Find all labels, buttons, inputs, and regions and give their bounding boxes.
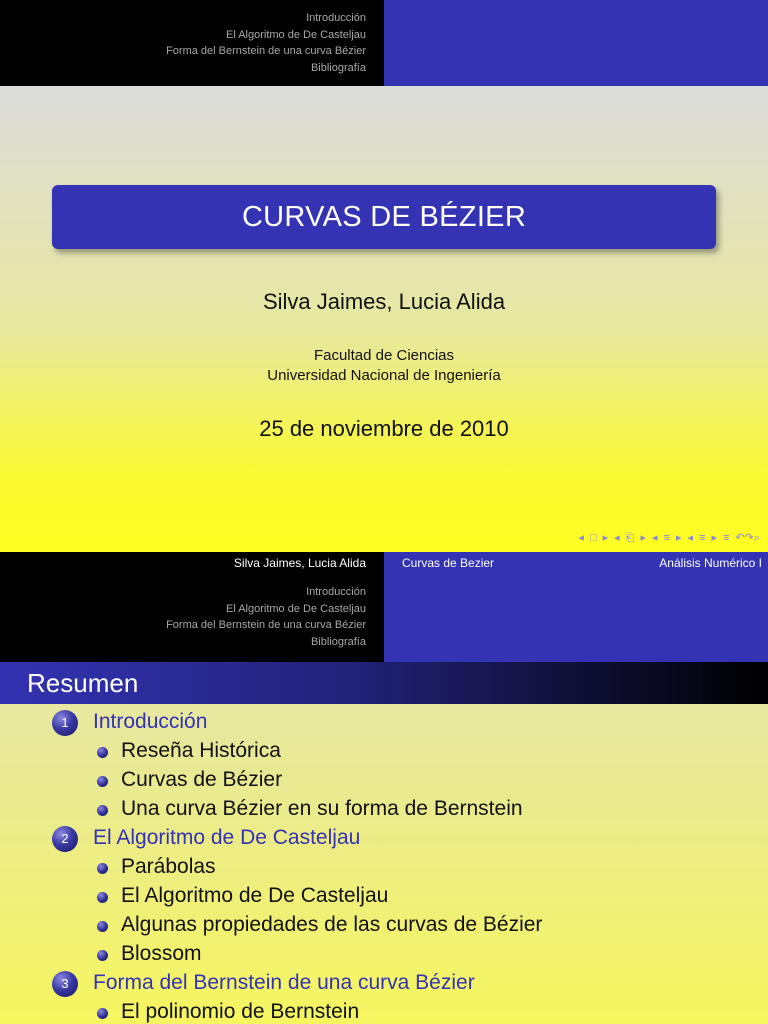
headline-navigation: [0, 0, 768, 86]
author-name: Silva Jaimes, Lucia Alida: [262, 289, 506, 314]
toc-subsection-title[interactable]: Parábolas: [121, 855, 216, 878]
bullet-ball-icon: [97, 776, 108, 787]
nav-next-subsection-icon[interactable]: ▸: [675, 532, 682, 544]
bullet-ball-icon: [97, 747, 108, 758]
section-number-ball: 2: [52, 826, 78, 852]
outline-slide: [0, 574, 768, 1024]
title-block: [52, 185, 716, 249]
nav-link-de-casteljau[interactable]: El Algoritmo de De Casteljau: [225, 602, 366, 615]
toc-subsection-title[interactable]: Reseña Histórica: [121, 739, 281, 762]
bullet-ball-icon: [97, 892, 108, 903]
nav-link-introduccion[interactable]: Introducción: [306, 586, 366, 598]
toc-subsection-title[interactable]: Una curva Bézier en su forma de Bernstein: [121, 797, 523, 820]
nav-prev-subsection-icon[interactable]: ◂: [652, 532, 658, 544]
nav-link-bernstein[interactable]: Forma del Bernstein de una curva Bézier: [166, 45, 366, 57]
toc-section[interactable]: [0, 823, 768, 852]
nav-link-bibliografia[interactable]: Bibliografía: [310, 635, 366, 648]
toc-subsection[interactable]: [0, 852, 768, 881]
nav-link-bernstein[interactable]: Forma del Bernstein de una curva Bézier: [166, 619, 366, 631]
presentation-title: CURVAS DE BÉZIER: [241, 200, 527, 233]
toc-subsection-title[interactable]: El polinomio de Bernstein: [121, 1000, 360, 1023]
footer-author: Silva Jaimes, Lucia Alida: [0, 552, 384, 574]
document-icon[interactable]: ≡: [722, 532, 730, 544]
toc-subsection-title[interactable]: Algunas propiedades de las curvas de Bézier: [121, 913, 543, 936]
headline-right-panel: [384, 0, 768, 86]
bullet-ball-icon: [97, 863, 108, 874]
nav-prev-slide-icon[interactable]: ◂: [578, 532, 584, 544]
footer-right: [384, 552, 768, 574]
toc-subsection-title[interactable]: Curvas de Bézier: [121, 768, 283, 791]
nav-link-bibliografia[interactable]: Bibliografía: [310, 61, 366, 74]
institute: [0, 346, 768, 386]
headline-right-panel: [384, 574, 768, 662]
toc-subsection-title[interactable]: Blossom: [121, 942, 202, 965]
toc-subsection[interactable]: [0, 997, 768, 1024]
bullet-ball-icon: [97, 805, 108, 816]
frame-title: Resumen: [0, 662, 768, 704]
subsection-icon[interactable]: ≡: [663, 532, 670, 544]
institute-faculty: Facultad de Ciencias: [313, 347, 455, 364]
toc-section-title[interactable]: El Algoritmo de De Casteljau: [93, 826, 361, 849]
section-icon[interactable]: ≡: [699, 532, 706, 544]
nav-next-slide-icon[interactable]: ▸: [602, 532, 609, 544]
section-number-ball: 3: [52, 971, 78, 997]
institute-university: Universidad Nacional de Ingeniería: [267, 367, 501, 384]
nav-prev-section-icon[interactable]: ◂: [687, 532, 694, 544]
headline-navigation: [0, 574, 768, 662]
bullet-ball-icon: [97, 950, 108, 961]
footer-course: Análisis Numérico I: [659, 556, 762, 570]
back-forward-search-icon[interactable]: ↶↷⌕: [735, 532, 760, 544]
slide-icon[interactable]: □: [589, 532, 597, 544]
toc-section-title[interactable]: Forma del Bernstein de una curva Bézier: [93, 971, 475, 994]
bullet-ball-icon: [97, 921, 108, 932]
toc-subsection[interactable]: [0, 794, 768, 823]
toc-subsection-title[interactable]: El Algoritmo de De Casteljau: [121, 884, 389, 907]
toc-subsection[interactable]: [0, 881, 768, 910]
section-navigation: [166, 584, 366, 650]
bullet-ball-icon: [97, 1008, 108, 1019]
beamer-navigation-symbols: [578, 531, 760, 545]
toc-subsection[interactable]: [0, 736, 768, 765]
frame-icon[interactable]: ⎗: [625, 532, 635, 544]
section-number-ball: 1: [52, 710, 78, 736]
nav-next-section-icon[interactable]: ▸: [711, 532, 717, 544]
footer-short-title: Curvas de Bezier: [402, 556, 495, 570]
section-navigation: [166, 10, 366, 76]
toc-section[interactable]: [0, 968, 768, 997]
table-of-contents: [0, 707, 768, 1024]
nav-link-introduccion[interactable]: Introducción: [306, 12, 366, 24]
nav-next-frame-icon[interactable]: ▸: [640, 532, 647, 544]
toc-section[interactable]: [0, 707, 768, 736]
toc-subsection[interactable]: [0, 910, 768, 939]
slide-footer: [0, 552, 768, 574]
presentation-date: 25 de noviembre de 2010: [259, 416, 509, 441]
toc-subsection[interactable]: [0, 765, 768, 794]
nav-prev-frame-icon[interactable]: ◂: [614, 532, 620, 544]
toc-subsection[interactable]: [0, 939, 768, 968]
nav-link-de-casteljau[interactable]: El Algoritmo de De Casteljau: [225, 28, 366, 41]
toc-section-title[interactable]: Introducción: [93, 710, 208, 733]
